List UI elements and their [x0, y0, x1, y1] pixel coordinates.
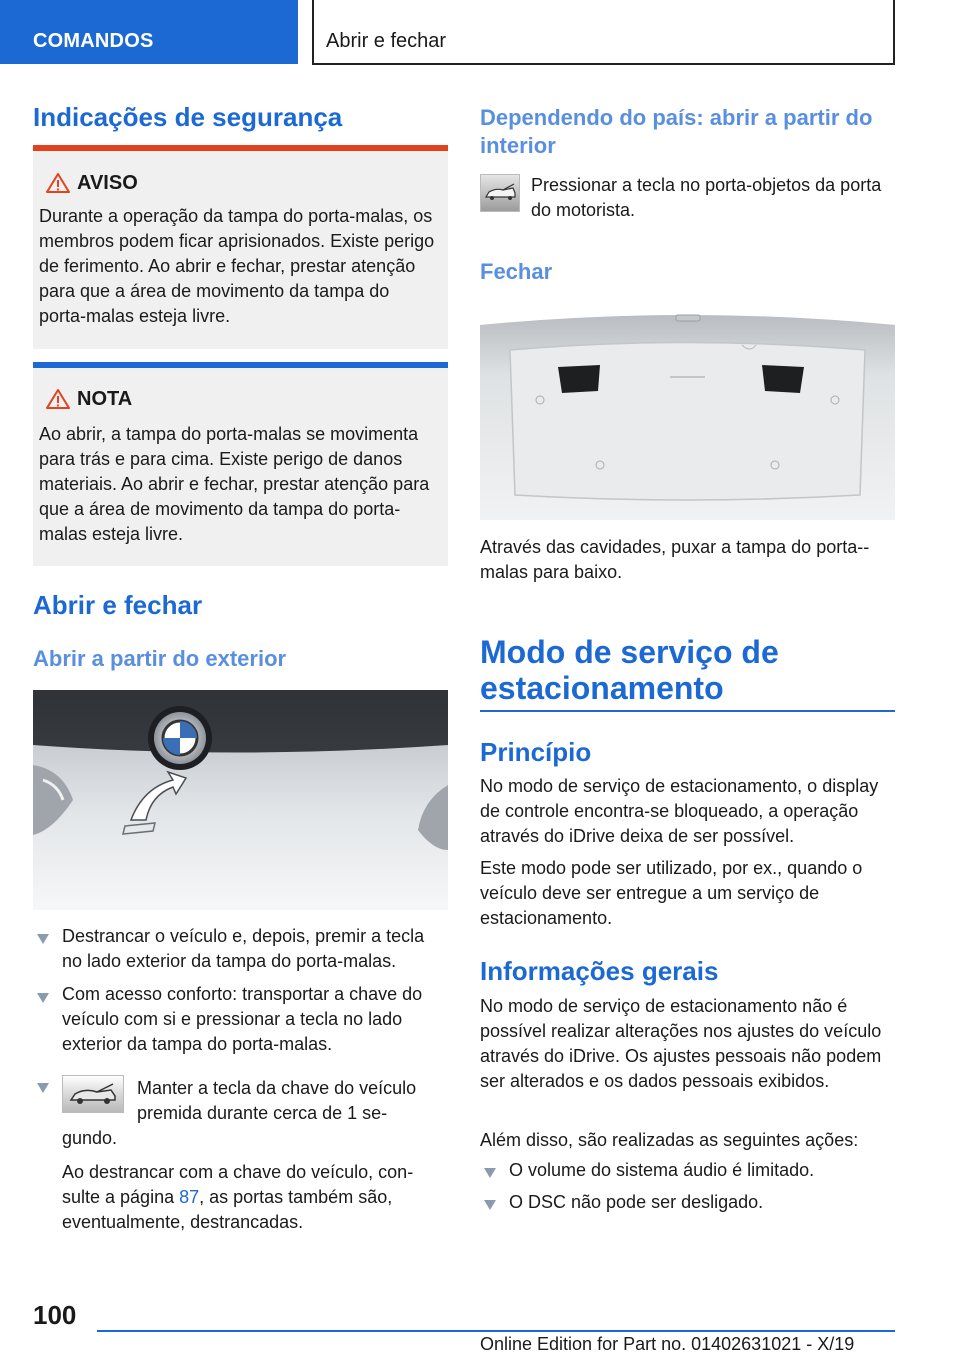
section-tab[interactable] — [0, 0, 298, 64]
note-bar — [33, 362, 448, 368]
trunk-exterior-illustration — [33, 690, 448, 910]
trunk-interior-illustration — [480, 305, 895, 520]
unlock-text: , as portas também são, — [199, 1187, 393, 1207]
key-text-line1: Manter a tecla da chave do veículo — [137, 1078, 417, 1098]
close-heading: Fechar — [480, 259, 553, 284]
key-text-line2: premida durante cerca de 1 se- — [137, 1103, 388, 1123]
header-underline — [312, 63, 895, 65]
safety-heading: Indicações de segurança — [33, 102, 343, 132]
edition-text: Online Edition for Part no. 01402631021 - X/19 — [480, 1334, 855, 1354]
header-right-border — [893, 0, 895, 65]
door-button-icon — [480, 174, 520, 212]
warning-text: Durante a operação da tampa do porta-malas, os membros podem ficar aprisionados. Existe perigo de ferimento. Ao abrir e fechar, prestar atenção para que a área de movimento da tampa do porta-malas esteja livre. — [39, 206, 435, 326]
interior-text: Pressionar a tecla no porta-objetos da porta do motorista. — [531, 175, 882, 220]
warning-triangle-icon — [45, 172, 71, 194]
action-item: O volume do sistema áudio é limitado. — [509, 1160, 815, 1180]
warning-bar — [33, 145, 448, 151]
car-trunk-open-icon — [481, 175, 519, 211]
general-heading: Informações gerais — [480, 956, 719, 986]
bullet-icon — [37, 934, 49, 944]
open-close-heading: Abrir e fechar — [33, 590, 203, 620]
warning-triangle-icon — [45, 388, 71, 410]
page-link[interactable]: 87 — [179, 1187, 200, 1207]
general-p1: No modo de serviço de estacionamento não é possível realizar alterações nos ajustes do veículo através do iDrive. Os ajustes pessoais não podem ser alterados e os dados pessoais exibidos. — [480, 996, 882, 1091]
section-label: COMANDOS — [33, 30, 154, 52]
footer-rule — [97, 1330, 895, 1332]
bullet-icon — [484, 1168, 496, 1178]
page-number: 100 — [33, 1300, 77, 1330]
note-text: Ao abrir, a tampa do porta-malas se movimenta para trás e para cima. Existe perigo de danos materiais. Ao abrir e fechar, prestar atenção para que a área de movimento da tampa do porta-malas esteja livre. — [39, 424, 430, 544]
bullet-item: Com acesso conforto: transportar a chave do veículo com si e pressionar a tecla no lado exterior da tampa do porta-malas. — [62, 984, 423, 1054]
warning-label: AVISO — [77, 172, 138, 194]
service-underline — [480, 710, 895, 712]
principle-p1: No modo de serviço de estacionamento, o display de controle encontra-se bloqueado, a operação através do iDrive deixa de ser possível. — [480, 776, 879, 846]
bullet-item: Destrancar o veículo e, depois, premir a tecla no lado exterior da tampa do porta-malas. — [62, 926, 425, 971]
action-item: O DSC não pode ser desligado. — [509, 1192, 764, 1212]
interior-heading: Dependendo do país: abrir a partir do interior — [480, 105, 873, 158]
car-trunk-open-icon — [63, 1076, 123, 1112]
bullet-icon — [37, 1083, 49, 1093]
principle-heading: Princípio — [480, 737, 592, 767]
chapter-title: Abrir e fechar — [326, 30, 447, 52]
unlock-line1: Ao destrancar com a chave do veículo, con- — [62, 1162, 414, 1182]
service-heading: Modo de serviço de estacionamento — [480, 634, 779, 706]
unlock-text: sulte a página — [62, 1187, 180, 1207]
principle-p2: Este modo pode ser utilizado, por ex., quando o veículo deve ser entregue a um serviço de estacionamento. — [480, 858, 863, 928]
bullet-icon — [37, 993, 49, 1003]
note-box — [33, 362, 448, 566]
general-p2: Além disso, são realizadas as seguintes ações: — [480, 1130, 859, 1150]
key-text-line3: gundo. — [62, 1128, 118, 1148]
unlock-line3: eventualmente, destrancadas. — [62, 1212, 304, 1232]
note-label: NOTA — [77, 388, 133, 410]
unlock-line2 — [62, 1185, 448, 1210]
header-divider — [312, 0, 314, 64]
close-caption: Através das cavidades, puxar a tampa do porta--malas para baixo. — [480, 537, 870, 582]
bullet-icon — [484, 1200, 496, 1210]
exterior-heading: Abrir a partir do exterior — [33, 646, 287, 671]
car-key-trunk-icon — [62, 1075, 124, 1113]
warning-box — [33, 145, 448, 349]
